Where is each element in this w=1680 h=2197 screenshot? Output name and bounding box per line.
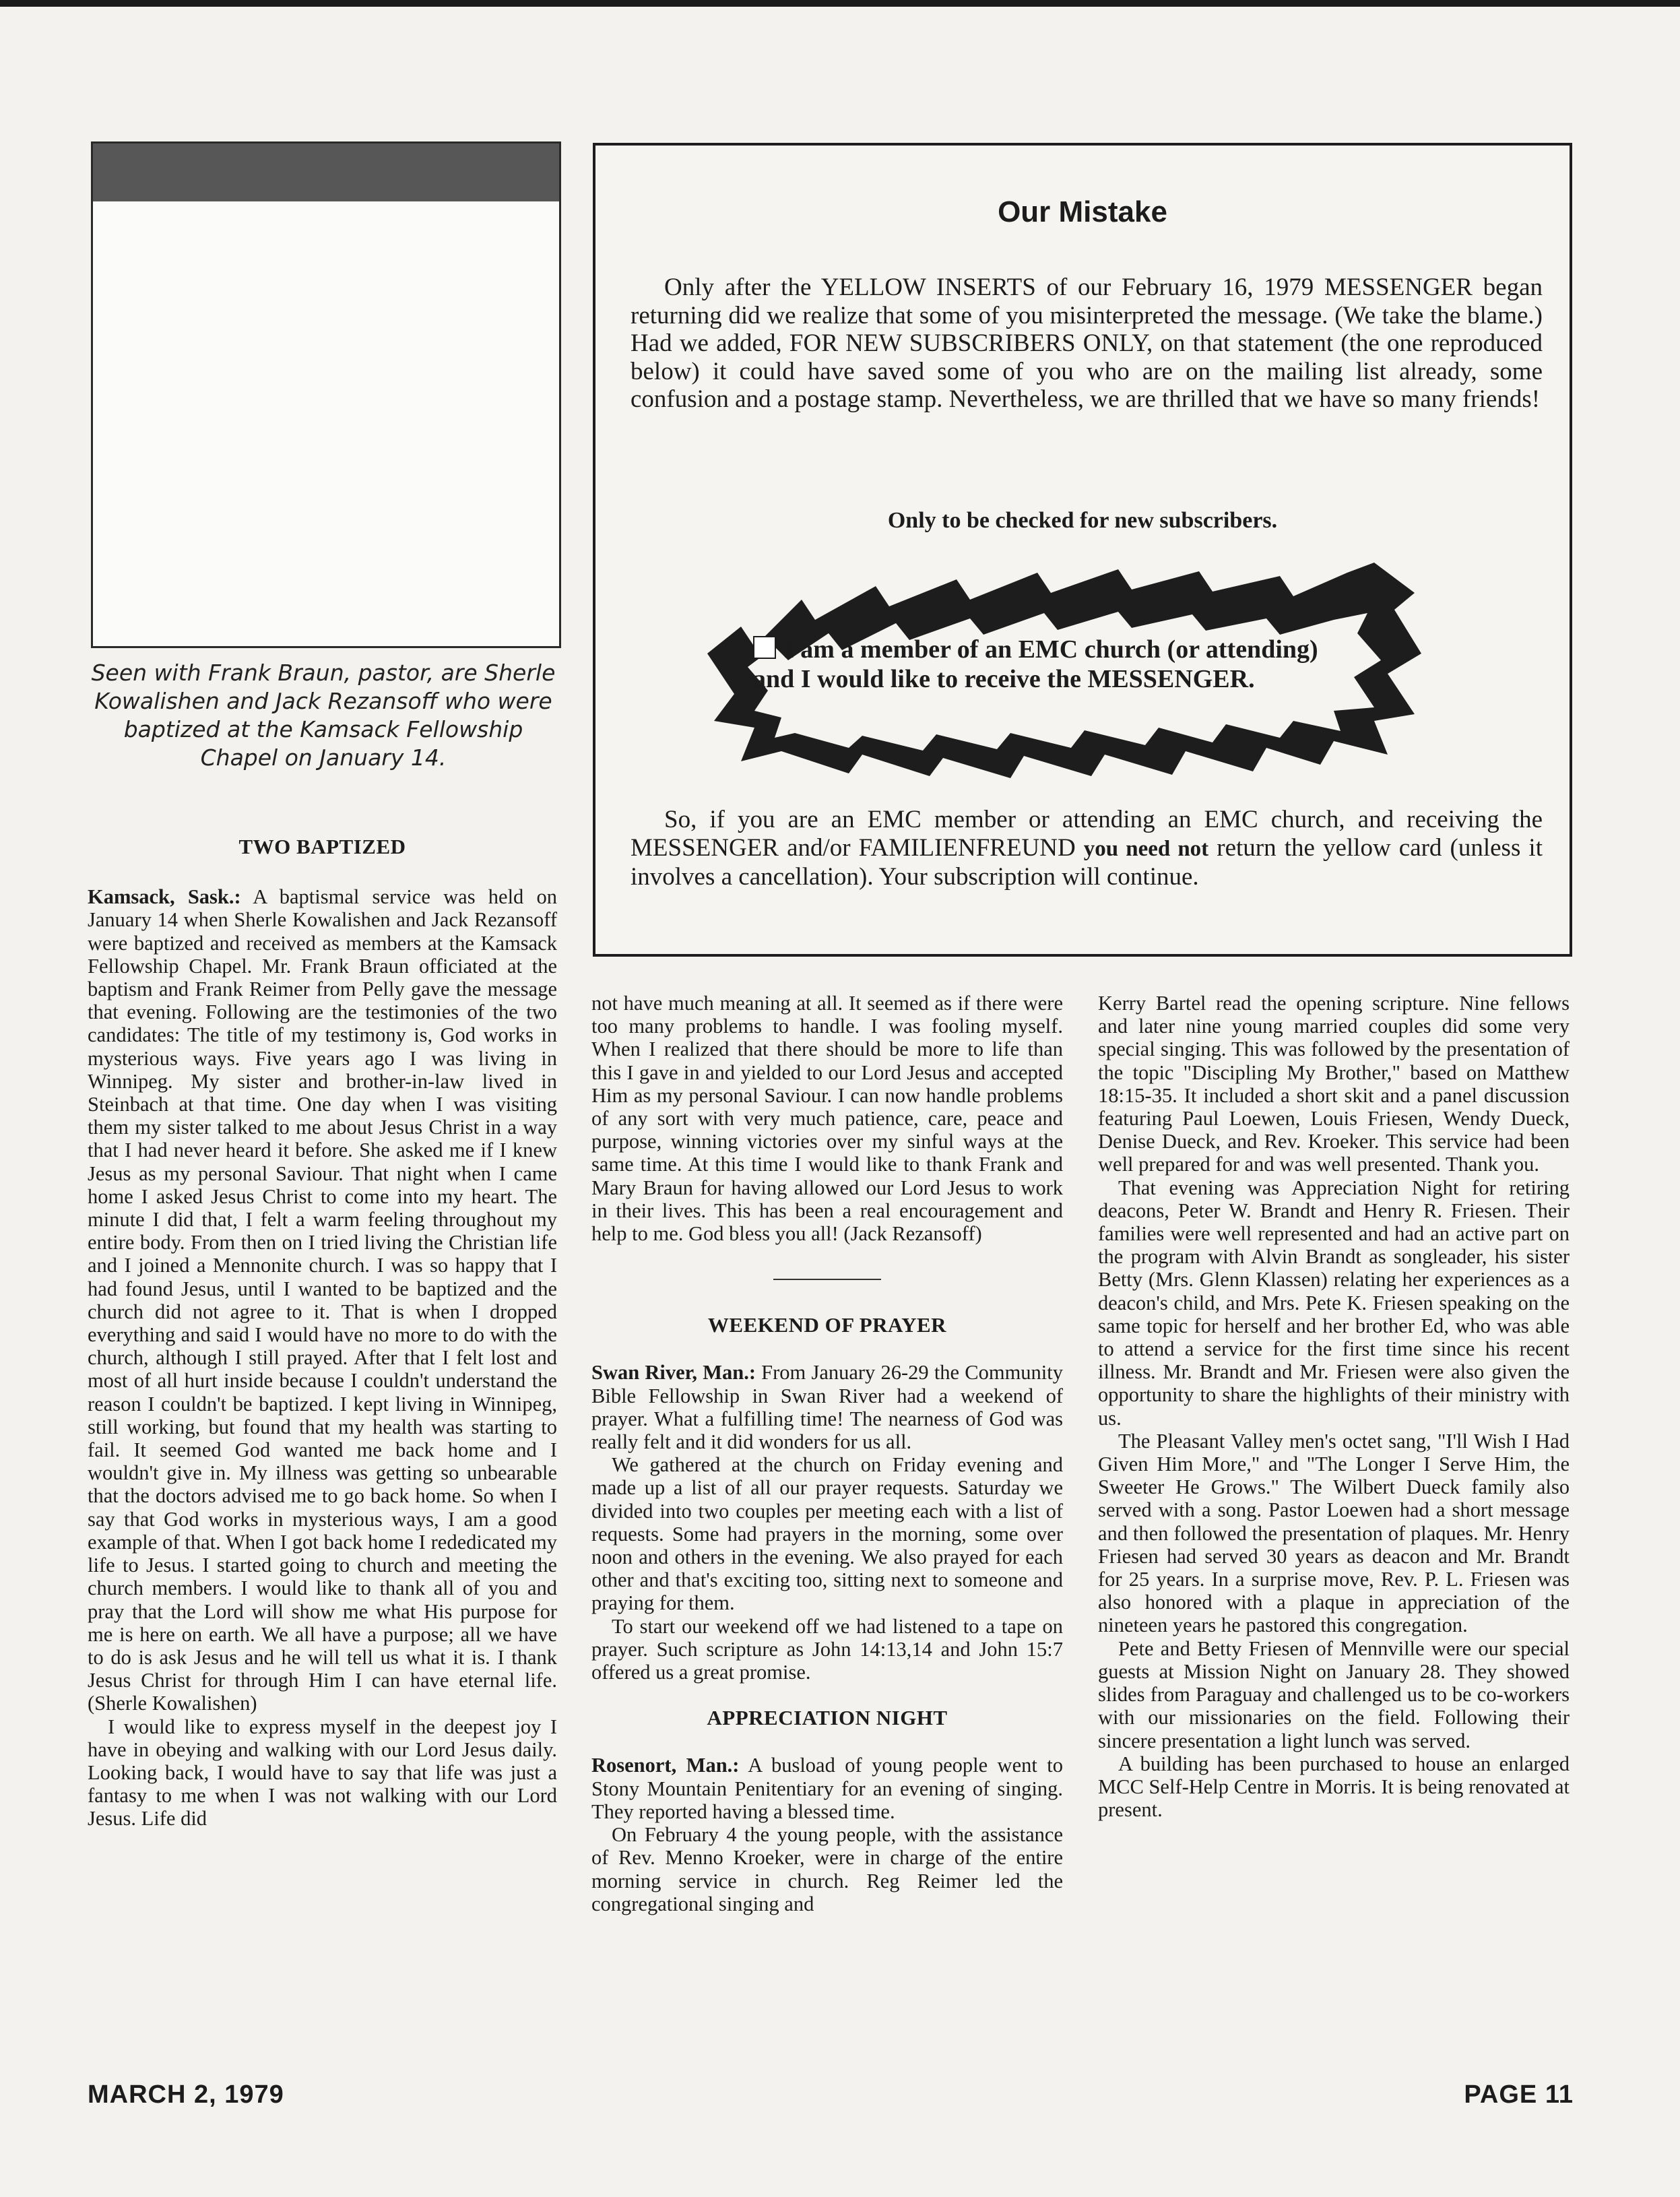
article-heading-appreciation-night: APPRECIATION NIGHT: [707, 1706, 948, 1730]
notice-paragraph-2: So, if you are an EMC member or attending an EMC church, and receiving the MESSENGER and/or FAMILIENFREUND you need not return the yellow card (unless it involves a cancellation). Your subscription will continue.: [631, 806, 1543, 891]
article3-paragraph-4: The Pleasant Valley men's octet sang, "I'll Wish I Had Given Him More," and "The Longer I Serve Him, the Sweeter He Grows." The Wilbert Dueck family also served with a song. Pastor Loewen had a short message and then followed the presentation of plaques. Mr. Henry Friesen had served 30 years as deacon and Mr. Brandt for 25 years. In a surprise move, Rev. P. L. Friesen was also honored with a plaque in appreciation of the nineteen years he pastored this congregation.: [1098, 1429, 1570, 1637]
article1-paragraph-1: Kamsack, Sask.: A baptismal service was held on January 14 when Sherle Kowalishen and Jack Rezansoff were baptized and received as members at the Kamsack Fellowship Chapel. Mr. Frank Braun officiated at the baptism and Frank Reimer from Pelly gave the message that evening. Following are the testimonies of the two candidates: The title of my testimony is, God works in mysterious ways. Five years ago I was living in Winnipeg. My sister and brother-in-law lived in Steinbach at that time. One day when I was visiting them my sister talked to me about Jesus Christ in a way that I had never heard it before. She asked me if I knew Jesus as my personal Saviour. That night when I came home I asked Jesus Christ to come into my heart. The minute I did that, I felt a warm feeling throughout my entire body. From then on I tried living the Christian life and I joined a Mennonite church. I was so happy that I had found Jesus, until I wanted to be baptized and the church did not agree to it. That is when I dropped everything and said I would have no more to do with the church, although I still prayed. After that I felt lost and most of all hurt inside because I couldn't understand the reason I couldn't be baptized. I kept living in Winnipeg, still working, but found that my health was starting to fail. It seemed God wanted me back home and I wouldn't give in. My illness was getting so unbearable that the doctors advised me to go back home. So when I say that God works in mysterious ways, I am a good example of that. When I got back home I rededicated my life to Jesus. I started going to church and meeting the church members. I would like to thank all of you and pray that the Lord will show me what His purpose for me is here on earth. We all have a purpose; all we have to do is ask Jesus and he will tell us what it is. I thank Jesus Christ for through Him I can have eternal life. (Sherle Kowalishen): [88, 885, 558, 1715]
article2-paragraph-2: We gathered at the church on Friday evening and made up a list of all our prayer requests. Saturday we divided into two couples per meeting each with a list of requests. Some had prayers in the morning, some over noon and others in the evening. We also prayed for each other and that's exciting too, sitting next to someone and praying for them.: [591, 1453, 1063, 1615]
photo-caption: Seen with Frank Braun, pastor, are Sherle Kowalishen and Jack Rezansoff who were baptized at the Kamsack Fellowship Chapel on January 14.: [91, 660, 556, 771]
article1-paragraph-2: I would like to express myself in the deepest joy I have in obeying and walking with our Lord Jesus daily. Looking back, I would have to say that life was just a fantasy to me when I was not walking with our Lord Jesus. Life did: [88, 1715, 557, 1830]
column-1: [88, 835, 557, 1830]
article3-paragraph-1: Rosenort, Man.: A busload of young people went to Stony Mountain Penitentiary for an evening of singing. They reported having a blessed time.: [591, 1754, 1063, 1823]
article1-paragraph-2-continued: not have much meaning at all. It seemed as if there were too many problems to handle. I was fooling myself. When I realized that there should be more to life than this I gave in and yielded to our Lord Jesus and accepted Him as my personal Saviour. I can now handle problems of any sort with very much patience, care, peace and purpose, winning victories over my sinful ways at the same time. At this time I would like to thank Frank and Mary Braun for having allowed our Lord Jesus to work in their lives. This has been a real encouragement and help to me. God bless you all! (Jack Rezansoff): [591, 992, 1063, 1246]
article2-paragraph-3: To start our weekend off we had listened to a tape on prayer. Such scripture as John 14:13,14 and John 15:7 offered us a great promise.: [591, 1614, 1063, 1684]
notice-box: [593, 143, 1572, 957]
footer-page-number: PAGE 11: [1464, 2080, 1574, 2109]
footer-date: MARCH 2, 1979: [88, 2080, 284, 2109]
new-subscriber-checkbox[interactable]: [753, 636, 776, 659]
article3-paragraph-2-continued: Kerry Bartel read the opening scripture. Nine fellows and later nine young married couples did some very special singing. This was followed by the presentation of the topic "Discipling My Brother," based on Matthew 18:15-35. It included a short skit and a panel discussion featuring Paul Loewen, Louis Friesen, Wendy Dueck, Denise Dueck, and Rev. Kroeker. This service had been well prepared for and was well presented. Thank you.: [1098, 992, 1570, 1176]
article3-paragraph-3: That evening was Appreciation Night for retiring deacons, Peter W. Brandt and Henry R. Friesen. Their families were well represented and had an active part on the program with Alvin Brandt as songleader, his sister Betty (Mrs. Glenn Klassen) relating her experiences as a deacon's child, and Mrs. Pete K. Friesen speaking on the same topic for herself and her brother Ed, who was able to attend a service for the first time since his recent illness. Mr. Brandt and Mr. Friesen were also given the opportunity to share the highlights of their ministry with us.: [1098, 1176, 1570, 1430]
notice-only-line: Only to be checked for new subscribers.: [887, 508, 1278, 533]
article-heading-two-baptized: TWO BAPTIZED: [238, 835, 406, 858]
photo: [91, 141, 561, 648]
article2-paragraph-1: Swan River, Man.: From January 26-29 the Community Bible Fellowship in Swan River had a weekend of prayer. What a fulfilling time! The nearness of God was really felt and it did wonders for us all.: [591, 1361, 1063, 1454]
article3-paragraph-6: A building has been purchased to house an enlarged MCC Self-Help Centre in Morris. It is being renovated at present.: [1098, 1752, 1570, 1822]
notice-paragraph-1: Only after the YELLOW INSERTS of our February 16, 1979 MESSENGER began returning did we realize that some of you misinterpreted the message. (We take the blame.) Had we added, FOR NEW SUBSCRIBERS ONLY, on that statement (the one reproduced below) it could have saved some of you who are on the mailing list already, some confusion and a postage stamp. Nevertheless, we are thrilled that we have so many friends!: [631, 274, 1543, 413]
notice-title: Our Mistake: [998, 195, 1167, 228]
article-separator: [773, 1279, 881, 1280]
subscriber-statement: I am a member of an EMC church (or attending) and I would like to receive the MESSENGER.: [753, 635, 1318, 693]
photo-dark-band: [93, 144, 559, 201]
column-2: [591, 992, 1063, 1915]
column-3: [1098, 992, 1570, 1821]
article3-paragraph-2: On February 4 the young people, with the assistance of Rev. Menno Kroeker, were in charge of the entire morning service in church. Reg Reimer led the congregational singing and: [591, 1823, 1063, 1915]
article-heading-weekend-of-prayer: WEEKEND OF PRAYER: [707, 1313, 947, 1337]
scan-edge: [0, 0, 1680, 7]
article3-paragraph-5: Pete and Betty Friesen of Mennville were our special guests at Mission Night on January 28. They showed slides from Paraguay and challenged us to be co-workers with our missionaries on the field. Following their sincere presentation a light lunch was served.: [1098, 1636, 1570, 1752]
